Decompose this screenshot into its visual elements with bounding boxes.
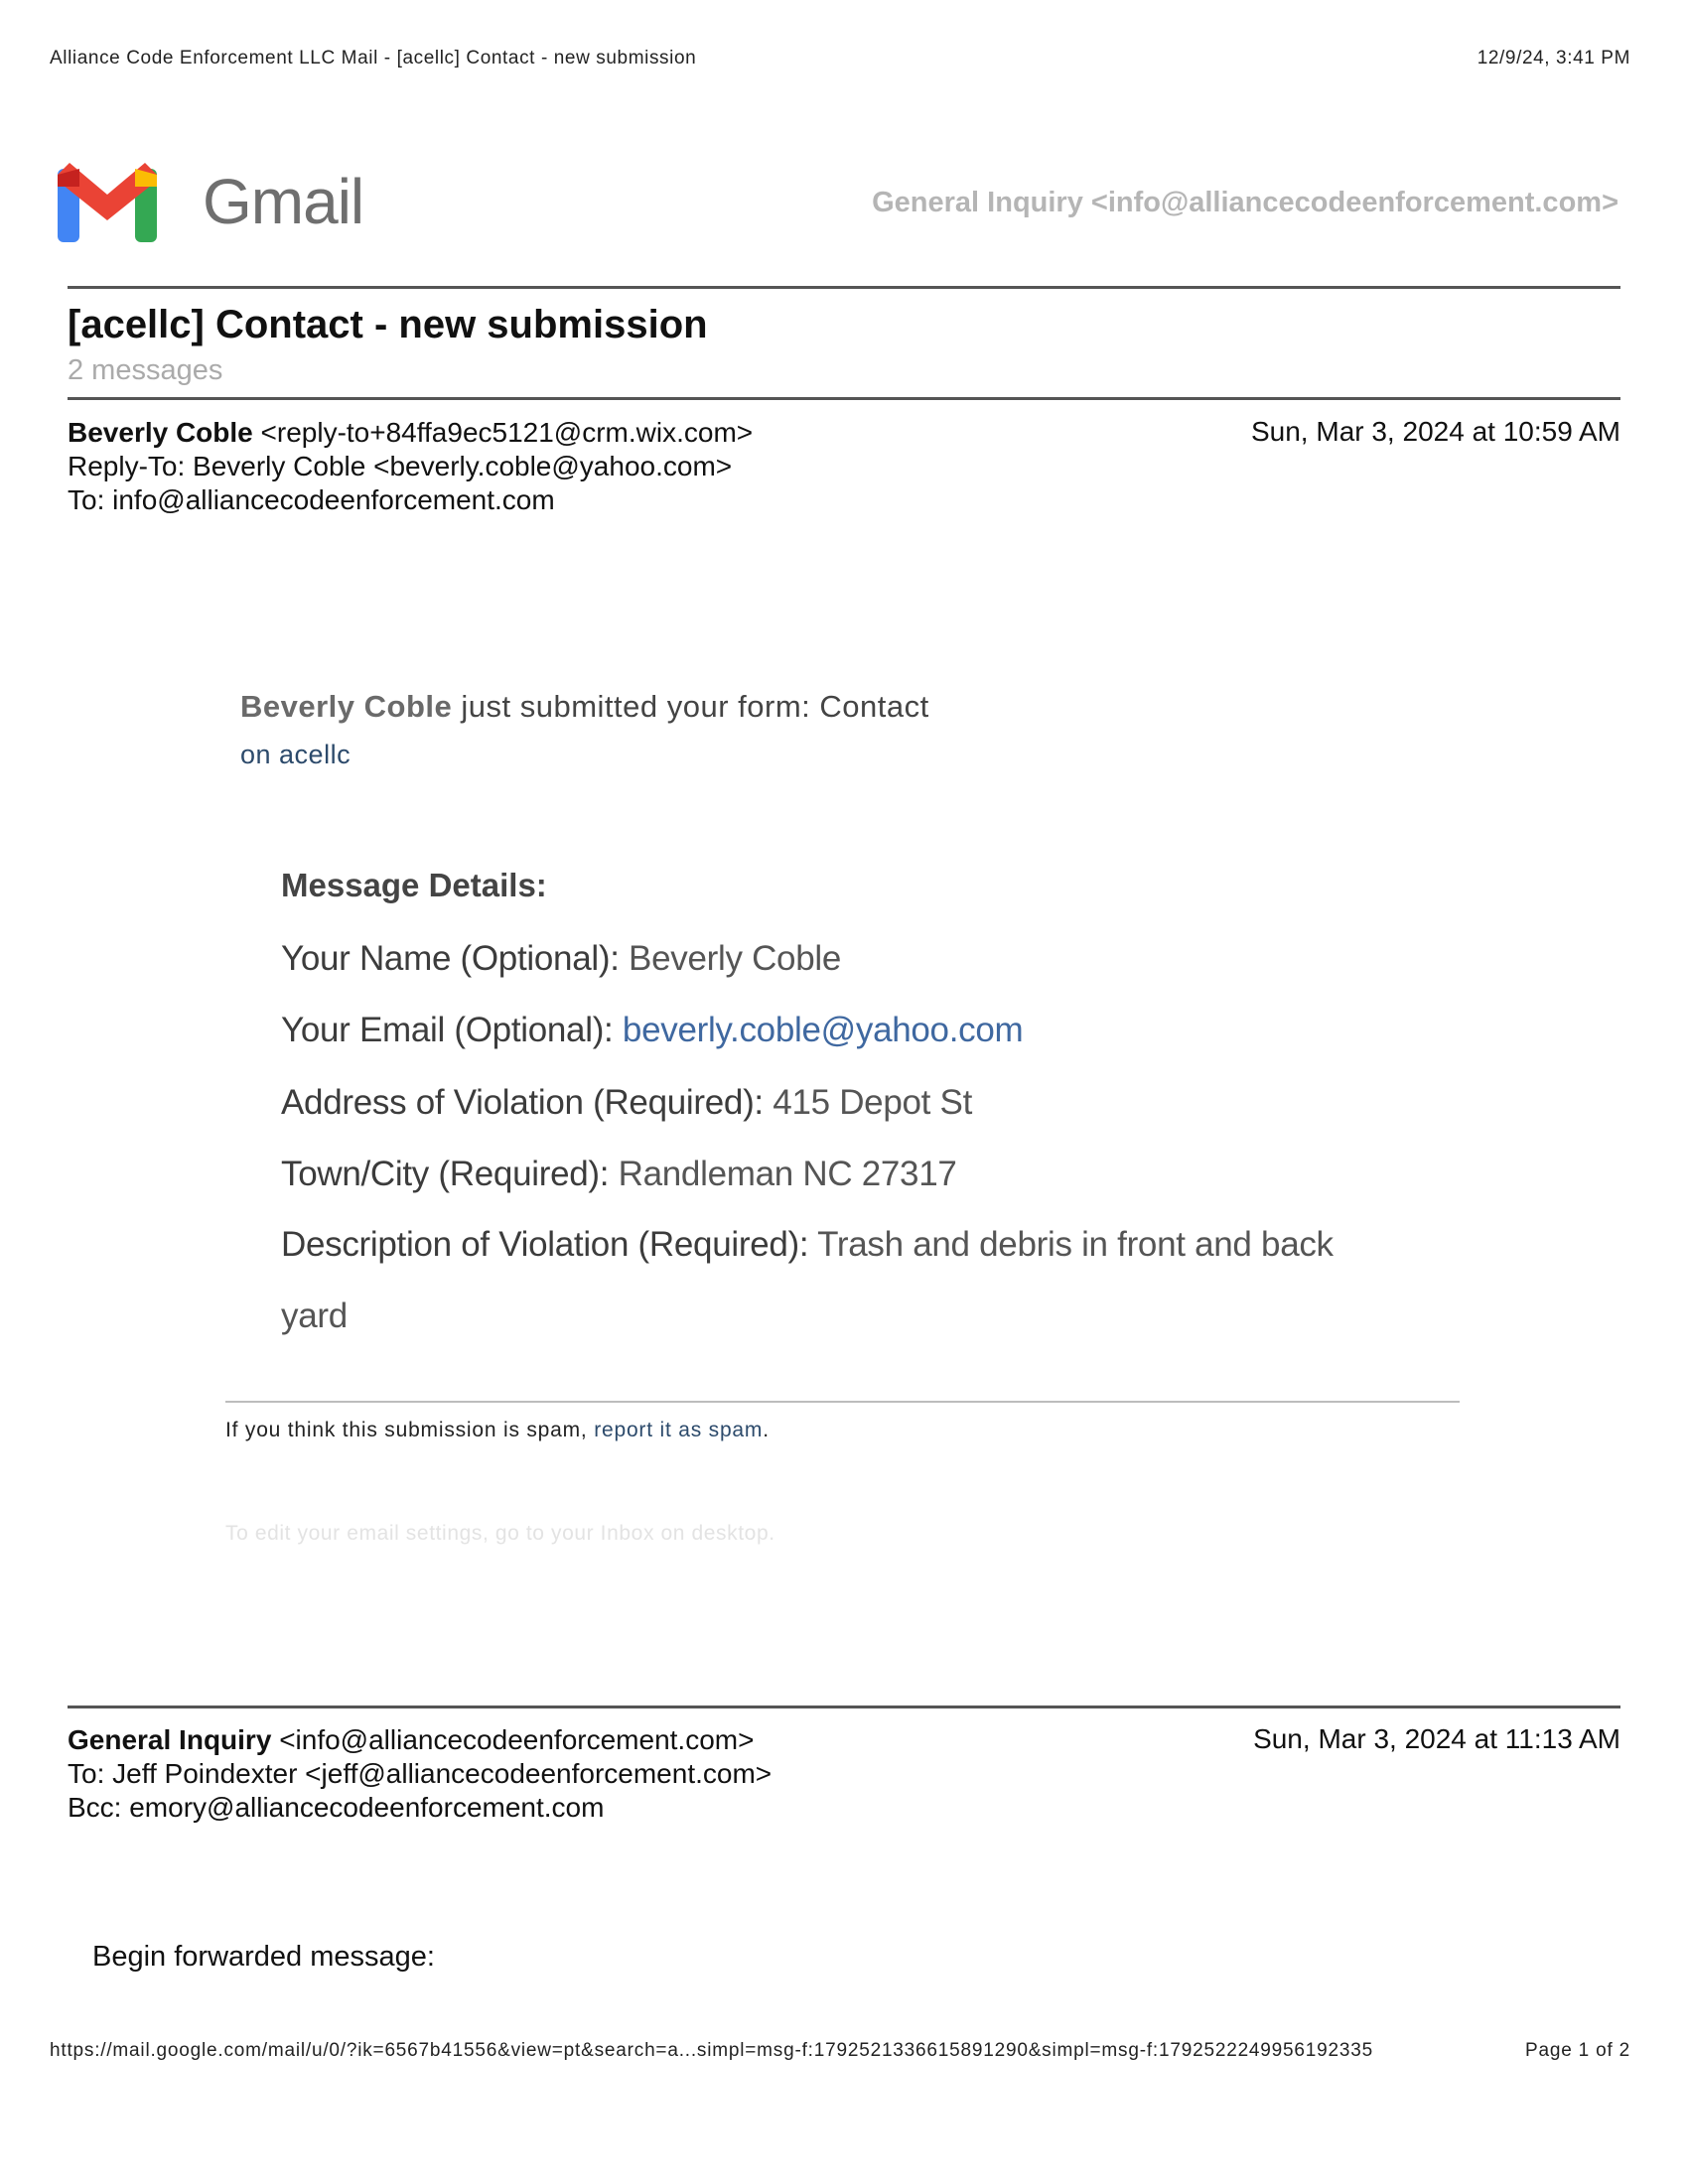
email-link[interactable]: beverly.coble@yahoo.com <box>613 1011 1024 1049</box>
report-spam-link[interactable]: report it as spam <box>594 1419 764 1441</box>
site-link[interactable]: on acellc <box>240 740 352 769</box>
thread-subject: [acellc] Contact - new submission <box>68 303 708 346</box>
submitter-name: Beverly Coble <box>240 689 453 724</box>
field-name <box>281 939 841 979</box>
print-title: Alliance Code Enforcement LLC Mail - [acellc] Contact - new submission <box>50 48 697 68</box>
message1-reply-to: Reply-To: Beverly Coble <beverly.coble@yahoo.com> <box>68 451 733 481</box>
submission-intro <box>240 689 929 725</box>
message2-sender-name: General Inquiry <box>68 1724 272 1755</box>
field-label: Your Email (Optional): <box>281 1011 614 1049</box>
print-datetime: 12/9/24, 3:41 PM <box>1477 48 1630 68</box>
field-label: Your Name (Optional): <box>281 939 620 978</box>
divider <box>68 286 1620 289</box>
field-label: Town/City (Required): <box>281 1155 610 1193</box>
message2-header <box>68 1723 772 1825</box>
gmail-m-icon <box>56 157 159 244</box>
spam-period: . <box>763 1419 770 1441</box>
print-url: https://mail.google.com/mail/u/0/?ik=6567b41556&view=pt&search=a...simpl=msg-f:1792521336615891290&simpl=msg-f:1792522249956192335 <box>50 2040 1373 2061</box>
message2-date: Sun, Mar 3, 2024 at 11:13 AM <box>1253 1723 1620 1754</box>
field-description <box>281 1225 1334 1265</box>
divider <box>68 1706 1620 1708</box>
field-description-cont <box>281 1297 348 1336</box>
divider <box>68 397 1620 400</box>
submission-intro-text: just submitted your form: Contact <box>452 689 929 724</box>
field-label: Description of Violation (Required): <box>281 1225 809 1264</box>
gmail-wordmark: Gmail <box>203 166 364 237</box>
field-address <box>281 1083 972 1123</box>
message2-sender-email: <info@alliancecodeenforcement.com> <box>279 1724 755 1755</box>
field-value: Beverly Coble <box>619 939 842 978</box>
details-title: Message Details: <box>281 867 547 903</box>
message1-from <box>68 416 753 450</box>
message1-date: Sun, Mar 3, 2024 at 10:59 AM <box>1250 416 1620 447</box>
settings-note: To edit your email settings, go to your Inbox on desktop. <box>225 1522 775 1545</box>
message2-bcc: Bcc: emory@alliancecodeenforcement.com <box>68 1792 605 1823</box>
account-email: General Inquiry <info@alliancecodeenforcement.com> <box>872 187 1618 218</box>
field-value: Randleman NC 27317 <box>609 1155 957 1193</box>
field-value: 415 Depot St <box>763 1083 972 1122</box>
field-value: yard <box>281 1297 348 1335</box>
message1-sender-name: Beverly Coble <box>68 417 253 448</box>
spam-text: If you think this submission is spam, <box>225 1419 595 1441</box>
message1-header <box>68 416 753 517</box>
message2-from <box>68 1723 772 1757</box>
message1-to: To: info@alliancecodeenforcement.com <box>68 484 555 515</box>
field-label: Address of Violation (Required): <box>281 1083 764 1122</box>
page-number: Page 1 of 2 <box>1525 2040 1630 2061</box>
message1-sender-email: <reply-to+84ffa9ec5121@crm.wix.com> <box>260 417 754 448</box>
message2-to: To: Jeff Poindexter <jeff@alliancecodeenforcement.com> <box>68 1758 773 1789</box>
field-email <box>281 1011 1023 1050</box>
message-count: 2 messages <box>68 354 223 386</box>
field-value: Trash and debris in front and back <box>808 1225 1334 1264</box>
divider <box>225 1401 1460 1403</box>
spam-notice <box>225 1419 770 1442</box>
field-city <box>281 1155 957 1194</box>
forwarded-label: Begin forwarded message: <box>92 1941 435 1973</box>
